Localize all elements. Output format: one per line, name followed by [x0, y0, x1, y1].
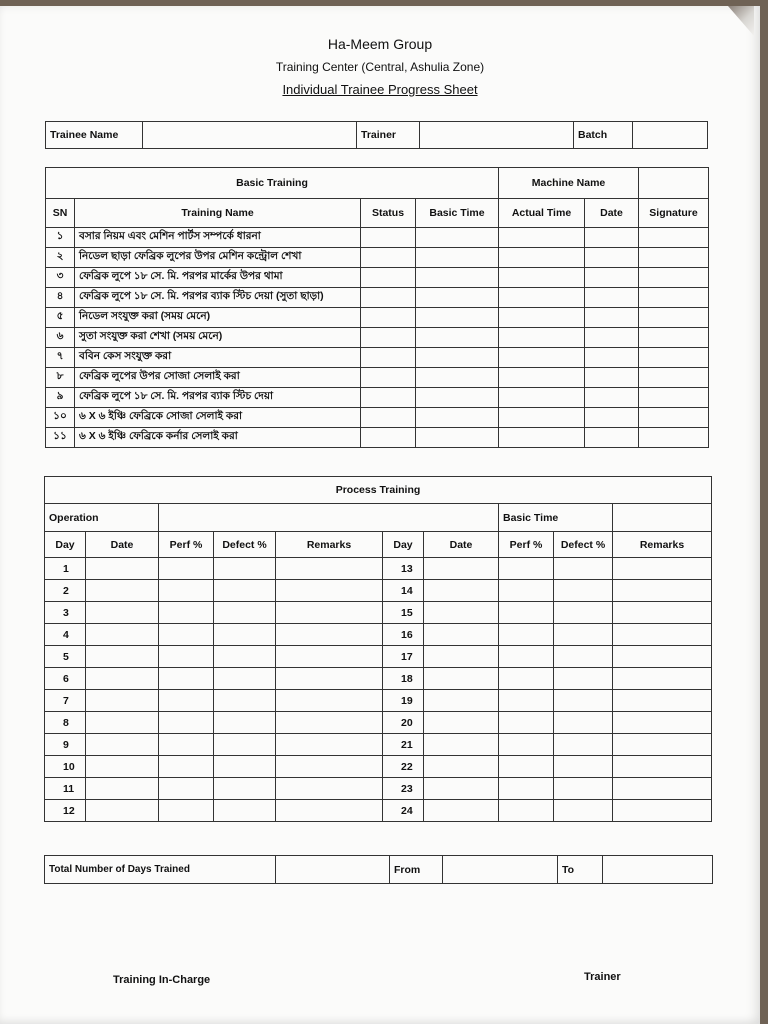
table-row: [46, 368, 709, 388]
row-entry-cell[interactable]: [424, 712, 499, 734]
sheet-title: Individual Trainee Progress Sheet: [282, 82, 478, 97]
row-entry-cell[interactable]: [424, 580, 499, 602]
row-entry-cell[interactable]: [86, 712, 159, 734]
row-entry-cell[interactable]: [276, 646, 383, 668]
row-entry-cell[interactable]: [499, 602, 554, 624]
row-training-name: ফেব্রিক লুপের উপর সোজা সেলাই করা: [75, 368, 361, 388]
row-entry-cell[interactable]: [639, 348, 709, 368]
row-entry-cell[interactable]: [361, 348, 416, 368]
row-entry-cell[interactable]: [276, 580, 383, 602]
row-entry-cell[interactable]: [613, 712, 712, 734]
row-entry-cell[interactable]: [585, 228, 639, 248]
col-actual-time: Actual Time: [499, 199, 585, 228]
table-row: [46, 428, 709, 448]
row-entry-cell[interactable]: [361, 368, 416, 388]
from-label: From: [390, 856, 443, 884]
row-day: 19: [383, 690, 424, 712]
row-training-name: ৬ X ৬ ইঞ্চি ফেব্রিকে কর্নার সেলাই করা: [75, 428, 361, 448]
row-entry-cell[interactable]: [159, 734, 214, 756]
table-row: [45, 712, 712, 734]
row-entry-cell[interactable]: [554, 712, 613, 734]
row-training-name: সুতা সংযুক্ত করা শেখা (সময় মেনে): [75, 328, 361, 348]
row-training-name: বসার নিয়ম এবং মেশিন পার্টস সম্পর্কে ধারনা: [75, 228, 361, 248]
row-entry-cell[interactable]: [613, 646, 712, 668]
row-entry-cell[interactable]: [361, 288, 416, 308]
row-entry-cell[interactable]: [86, 624, 159, 646]
row-entry-cell[interactable]: [639, 288, 709, 308]
row-training-name: ববিন কেস সংযুক্ত করা: [75, 348, 361, 368]
row-entry-cell[interactable]: [499, 734, 554, 756]
row-entry-cell[interactable]: [639, 328, 709, 348]
row-entry-cell[interactable]: [585, 388, 639, 408]
row-entry-cell[interactable]: [613, 558, 712, 580]
row-entry-cell[interactable]: [424, 558, 499, 580]
table-row: [45, 668, 712, 690]
row-entry-cell[interactable]: [499, 712, 554, 734]
row-entry-cell[interactable]: [276, 668, 383, 690]
row-entry-cell[interactable]: [499, 308, 585, 328]
col-remarks: Remarks: [613, 532, 712, 558]
col-day: Day: [45, 532, 86, 558]
row-entry-cell[interactable]: [276, 734, 383, 756]
row-entry-cell[interactable]: [499, 690, 554, 712]
row-entry-cell[interactable]: [159, 646, 214, 668]
row-day: 13: [383, 558, 424, 580]
row-day: 1: [45, 558, 86, 580]
row-entry-cell[interactable]: [159, 668, 214, 690]
row-entry-cell[interactable]: [585, 368, 639, 388]
row-entry-cell[interactable]: [159, 602, 214, 624]
row-training-name: ফেব্রিক লুপে ১৮ সে. মি. পরপর ব্যাক স্টিচ দেয়া (সুতা ছাড়া): [75, 288, 361, 308]
row-day: 21: [383, 734, 424, 756]
row-entry-cell[interactable]: [361, 428, 416, 448]
row-sn: ৭: [46, 348, 75, 368]
table-row: [45, 602, 712, 624]
row-entry-cell[interactable]: [416, 428, 499, 448]
row-entry-cell[interactable]: [214, 624, 276, 646]
row-entry-cell[interactable]: [276, 712, 383, 734]
table-row: [46, 348, 709, 368]
row-entry-cell[interactable]: [86, 690, 159, 712]
row-entry-cell[interactable]: [499, 668, 554, 690]
row-day: 17: [383, 646, 424, 668]
row-entry-cell[interactable]: [276, 690, 383, 712]
row-day: 3: [45, 602, 86, 624]
row-entry-cell[interactable]: [276, 624, 383, 646]
row-entry-cell[interactable]: [86, 756, 159, 778]
row-entry-cell[interactable]: [585, 248, 639, 268]
row-entry-cell[interactable]: [361, 388, 416, 408]
row-entry-cell[interactable]: [613, 734, 712, 756]
row-entry-cell[interactable]: [214, 756, 276, 778]
trainer-label: Trainer: [357, 122, 420, 149]
row-entry-cell[interactable]: [639, 428, 709, 448]
row-day: 9: [45, 734, 86, 756]
row-sn: ৫: [46, 308, 75, 328]
total-days-label: Total Number of Days Trained: [45, 856, 276, 884]
row-entry-cell[interactable]: [499, 328, 585, 348]
row-entry-cell[interactable]: [416, 308, 499, 328]
row-entry-cell[interactable]: [613, 668, 712, 690]
row-entry-cell[interactable]: [86, 734, 159, 756]
row-entry-cell[interactable]: [639, 308, 709, 328]
row-entry-cell[interactable]: [159, 756, 214, 778]
row-day: 4: [45, 624, 86, 646]
row-entry-cell[interactable]: [585, 428, 639, 448]
row-entry-cell[interactable]: [214, 646, 276, 668]
row-sn: ১০: [46, 408, 75, 428]
row-day: 11: [45, 778, 86, 800]
row-entry-cell[interactable]: [585, 308, 639, 328]
operation-field[interactable]: [159, 504, 499, 532]
row-entry-cell[interactable]: [554, 690, 613, 712]
table-row: [46, 268, 709, 288]
table-row: [46, 288, 709, 308]
row-entry-cell[interactable]: [214, 690, 276, 712]
row-day: 23: [383, 778, 424, 800]
row-entry-cell[interactable]: [554, 668, 613, 690]
batch-label: Batch: [574, 122, 633, 149]
table-row: [45, 778, 712, 800]
row-day: 2: [45, 580, 86, 602]
row-sn: ১: [46, 228, 75, 248]
col-date: Date: [424, 532, 499, 558]
row-entry-cell[interactable]: [424, 690, 499, 712]
machine-name-label: Machine Name: [499, 168, 639, 199]
row-entry-cell[interactable]: [86, 558, 159, 580]
table-row: [45, 800, 712, 822]
table-row: [45, 756, 712, 778]
row-entry-cell[interactable]: [554, 646, 613, 668]
row-entry-cell[interactable]: [276, 558, 383, 580]
row-entry-cell[interactable]: [214, 580, 276, 602]
row-day: 12: [45, 800, 86, 822]
row-entry-cell[interactable]: [86, 646, 159, 668]
table-row: [45, 646, 712, 668]
training-center: Training Center (Central, Ashulia Zone): [275, 60, 485, 74]
row-sn: ৩: [46, 268, 75, 288]
row-entry-cell[interactable]: [159, 690, 214, 712]
table-row: [46, 388, 709, 408]
row-entry-cell[interactable]: [416, 408, 499, 428]
row-entry-cell[interactable]: [499, 248, 585, 268]
col-date: Date: [585, 199, 639, 228]
row-entry-cell[interactable]: [416, 368, 499, 388]
row-entry-cell[interactable]: [613, 602, 712, 624]
row-entry-cell[interactable]: [613, 778, 712, 800]
col-signature: Signature: [639, 199, 709, 228]
row-entry-cell[interactable]: [585, 348, 639, 368]
col-defect: Defect %: [214, 532, 276, 558]
row-entry-cell[interactable]: [554, 580, 613, 602]
row-entry-cell[interactable]: [214, 668, 276, 690]
row-day: 20: [383, 712, 424, 734]
col-remarks: Remarks: [276, 532, 383, 558]
row-entry-cell[interactable]: [554, 624, 613, 646]
row-entry-cell[interactable]: [554, 800, 613, 822]
row-entry-cell[interactable]: [159, 800, 214, 822]
row-entry-cell[interactable]: [214, 712, 276, 734]
table-row: [45, 624, 712, 646]
row-entry-cell[interactable]: [86, 580, 159, 602]
operation-label: Operation: [45, 504, 159, 532]
row-training-name: ফেব্রিক লুপে ১৮ সে. মি. পরপর মার্কের উপর থামা: [75, 268, 361, 288]
trainee-name-label: Trainee Name: [46, 122, 143, 149]
row-entry-cell[interactable]: [585, 288, 639, 308]
to-label: To: [558, 856, 603, 884]
row-entry-cell[interactable]: [613, 580, 712, 602]
row-entry-cell[interactable]: [361, 228, 416, 248]
row-entry-cell[interactable]: [214, 602, 276, 624]
col-status: Status: [361, 199, 416, 228]
row-entry-cell[interactable]: [276, 756, 383, 778]
col-basic-time: Basic Time: [416, 199, 499, 228]
batch-field[interactable]: [633, 122, 708, 149]
row-training-name: নিডেল সংযুক্ত করা (সময় মেনে): [75, 308, 361, 328]
table-row: [46, 228, 709, 248]
row-training-name: ফেব্রিক লুপে ১৮ সে. মি. পরপর ব্যাক স্টিচ দেয়া: [75, 388, 361, 408]
row-day: 6: [45, 668, 86, 690]
basic-time-label: Basic Time: [499, 504, 613, 532]
table-row: [46, 308, 709, 328]
row-day: 15: [383, 602, 424, 624]
row-sn: ৬: [46, 328, 75, 348]
table-row: [46, 248, 709, 268]
from-field[interactable]: [443, 856, 558, 884]
row-day: 24: [383, 800, 424, 822]
row-entry-cell[interactable]: [613, 800, 712, 822]
row-entry-cell[interactable]: [276, 800, 383, 822]
col-sn: SN: [46, 199, 75, 228]
row-entry-cell[interactable]: [416, 268, 499, 288]
row-entry-cell[interactable]: [214, 558, 276, 580]
row-entry-cell[interactable]: [416, 228, 499, 248]
row-day: 5: [45, 646, 86, 668]
row-entry-cell[interactable]: [499, 580, 554, 602]
row-entry-cell[interactable]: [499, 228, 585, 248]
row-day: 16: [383, 624, 424, 646]
row-entry-cell[interactable]: [214, 800, 276, 822]
row-entry-cell[interactable]: [214, 778, 276, 800]
row-entry-cell[interactable]: [554, 778, 613, 800]
table-row: [46, 408, 709, 428]
row-entry-cell[interactable]: [499, 428, 585, 448]
total-days-field[interactable]: [276, 856, 390, 884]
process-training-title: Process Training: [45, 477, 712, 504]
machine-name-field[interactable]: [639, 168, 709, 199]
row-entry-cell[interactable]: [613, 756, 712, 778]
row-entry-cell[interactable]: [86, 800, 159, 822]
row-entry-cell[interactable]: [554, 602, 613, 624]
row-entry-cell[interactable]: [159, 712, 214, 734]
table-row: [45, 558, 712, 580]
row-entry-cell[interactable]: [416, 288, 499, 308]
trainee-info-table: [45, 121, 708, 149]
totals-table: [44, 855, 713, 884]
col-day: Day: [383, 532, 424, 558]
to-field[interactable]: [603, 856, 713, 884]
row-entry-cell[interactable]: [86, 778, 159, 800]
trainer-field[interactable]: [420, 122, 574, 149]
row-entry-cell[interactable]: [613, 690, 712, 712]
row-day: 8: [45, 712, 86, 734]
row-entry-cell[interactable]: [639, 388, 709, 408]
row-entry-cell[interactable]: [159, 580, 214, 602]
row-entry-cell[interactable]: [499, 348, 585, 368]
row-sn: ১১: [46, 428, 75, 448]
col-perf: Perf %: [499, 532, 554, 558]
col-date: Date: [86, 532, 159, 558]
row-entry-cell[interactable]: [499, 778, 554, 800]
row-entry-cell[interactable]: [424, 778, 499, 800]
row-day: 14: [383, 580, 424, 602]
table-row: [46, 328, 709, 348]
row-day: 22: [383, 756, 424, 778]
row-day: 7: [45, 690, 86, 712]
row-entry-cell[interactable]: [639, 228, 709, 248]
trainee-name-field[interactable]: [143, 122, 357, 149]
table-row: [45, 580, 712, 602]
row-entry-cell[interactable]: [499, 368, 585, 388]
table-row: [45, 734, 712, 756]
row-entry-cell[interactable]: [639, 268, 709, 288]
row-entry-cell[interactable]: [361, 408, 416, 428]
row-entry-cell[interactable]: [159, 778, 214, 800]
col-perf: Perf %: [159, 532, 214, 558]
row-entry-cell[interactable]: [424, 624, 499, 646]
row-entry-cell[interactable]: [416, 348, 499, 368]
row-entry-cell[interactable]: [276, 778, 383, 800]
row-day: 18: [383, 668, 424, 690]
basic-training-table: [45, 167, 709, 448]
row-entry-cell[interactable]: [499, 268, 585, 288]
process-training-table: [44, 476, 712, 822]
row-entry-cell[interactable]: [499, 408, 585, 428]
row-entry-cell[interactable]: [499, 646, 554, 668]
row-entry-cell[interactable]: [416, 388, 499, 408]
row-entry-cell[interactable]: [416, 248, 499, 268]
row-day: 10: [45, 756, 86, 778]
row-entry-cell[interactable]: [554, 734, 613, 756]
col-training-name: Training Name: [75, 199, 361, 228]
row-entry-cell[interactable]: [424, 602, 499, 624]
row-entry-cell[interactable]: [499, 756, 554, 778]
row-entry-cell[interactable]: [276, 602, 383, 624]
row-entry-cell[interactable]: [499, 800, 554, 822]
row-entry-cell[interactable]: [424, 734, 499, 756]
org-name: Ha-Meem Group: [327, 36, 433, 52]
row-entry-cell[interactable]: [424, 668, 499, 690]
row-entry-cell[interactable]: [86, 602, 159, 624]
training-incharge-label: Training In-Charge: [113, 974, 211, 986]
row-entry-cell[interactable]: [585, 408, 639, 428]
row-entry-cell[interactable]: [159, 558, 214, 580]
row-entry-cell[interactable]: [159, 624, 214, 646]
row-sn: ৮: [46, 368, 75, 388]
row-entry-cell[interactable]: [361, 328, 416, 348]
row-entry-cell[interactable]: [361, 308, 416, 328]
col-defect: Defect %: [554, 532, 613, 558]
basic-training-title: Basic Training: [46, 168, 499, 199]
row-entry-cell[interactable]: [613, 624, 712, 646]
row-entry-cell[interactable]: [86, 668, 159, 690]
row-entry-cell[interactable]: [639, 248, 709, 268]
row-sn: ২: [46, 248, 75, 268]
row-entry-cell[interactable]: [424, 800, 499, 822]
row-entry-cell[interactable]: [424, 756, 499, 778]
row-training-name: নিডেল ছাড়া ফেব্রিক লুপের উপর মেশিন কন্ট্রোল শেখা: [75, 248, 361, 268]
row-entry-cell[interactable]: [499, 288, 585, 308]
row-entry-cell[interactable]: [214, 734, 276, 756]
row-entry-cell[interactable]: [639, 408, 709, 428]
trainer-signature-label: Trainer: [584, 971, 621, 983]
table-row: [45, 690, 712, 712]
row-entry-cell[interactable]: [361, 248, 416, 268]
row-entry-cell[interactable]: [639, 368, 709, 388]
row-entry-cell[interactable]: [585, 328, 639, 348]
row-entry-cell[interactable]: [554, 558, 613, 580]
row-entry-cell[interactable]: [416, 328, 499, 348]
row-entry-cell[interactable]: [499, 388, 585, 408]
row-entry-cell[interactable]: [499, 624, 554, 646]
row-entry-cell[interactable]: [499, 558, 554, 580]
row-entry-cell[interactable]: [424, 646, 499, 668]
row-sn: ৯: [46, 388, 75, 408]
row-entry-cell[interactable]: [361, 268, 416, 288]
row-entry-cell[interactable]: [585, 268, 639, 288]
row-sn: ৪: [46, 288, 75, 308]
row-entry-cell[interactable]: [554, 756, 613, 778]
row-training-name: ৬ X ৬ ইঞ্চি ফেব্রিকে সোজা সেলাই করা: [75, 408, 361, 428]
basic-time-field[interactable]: [613, 504, 712, 532]
